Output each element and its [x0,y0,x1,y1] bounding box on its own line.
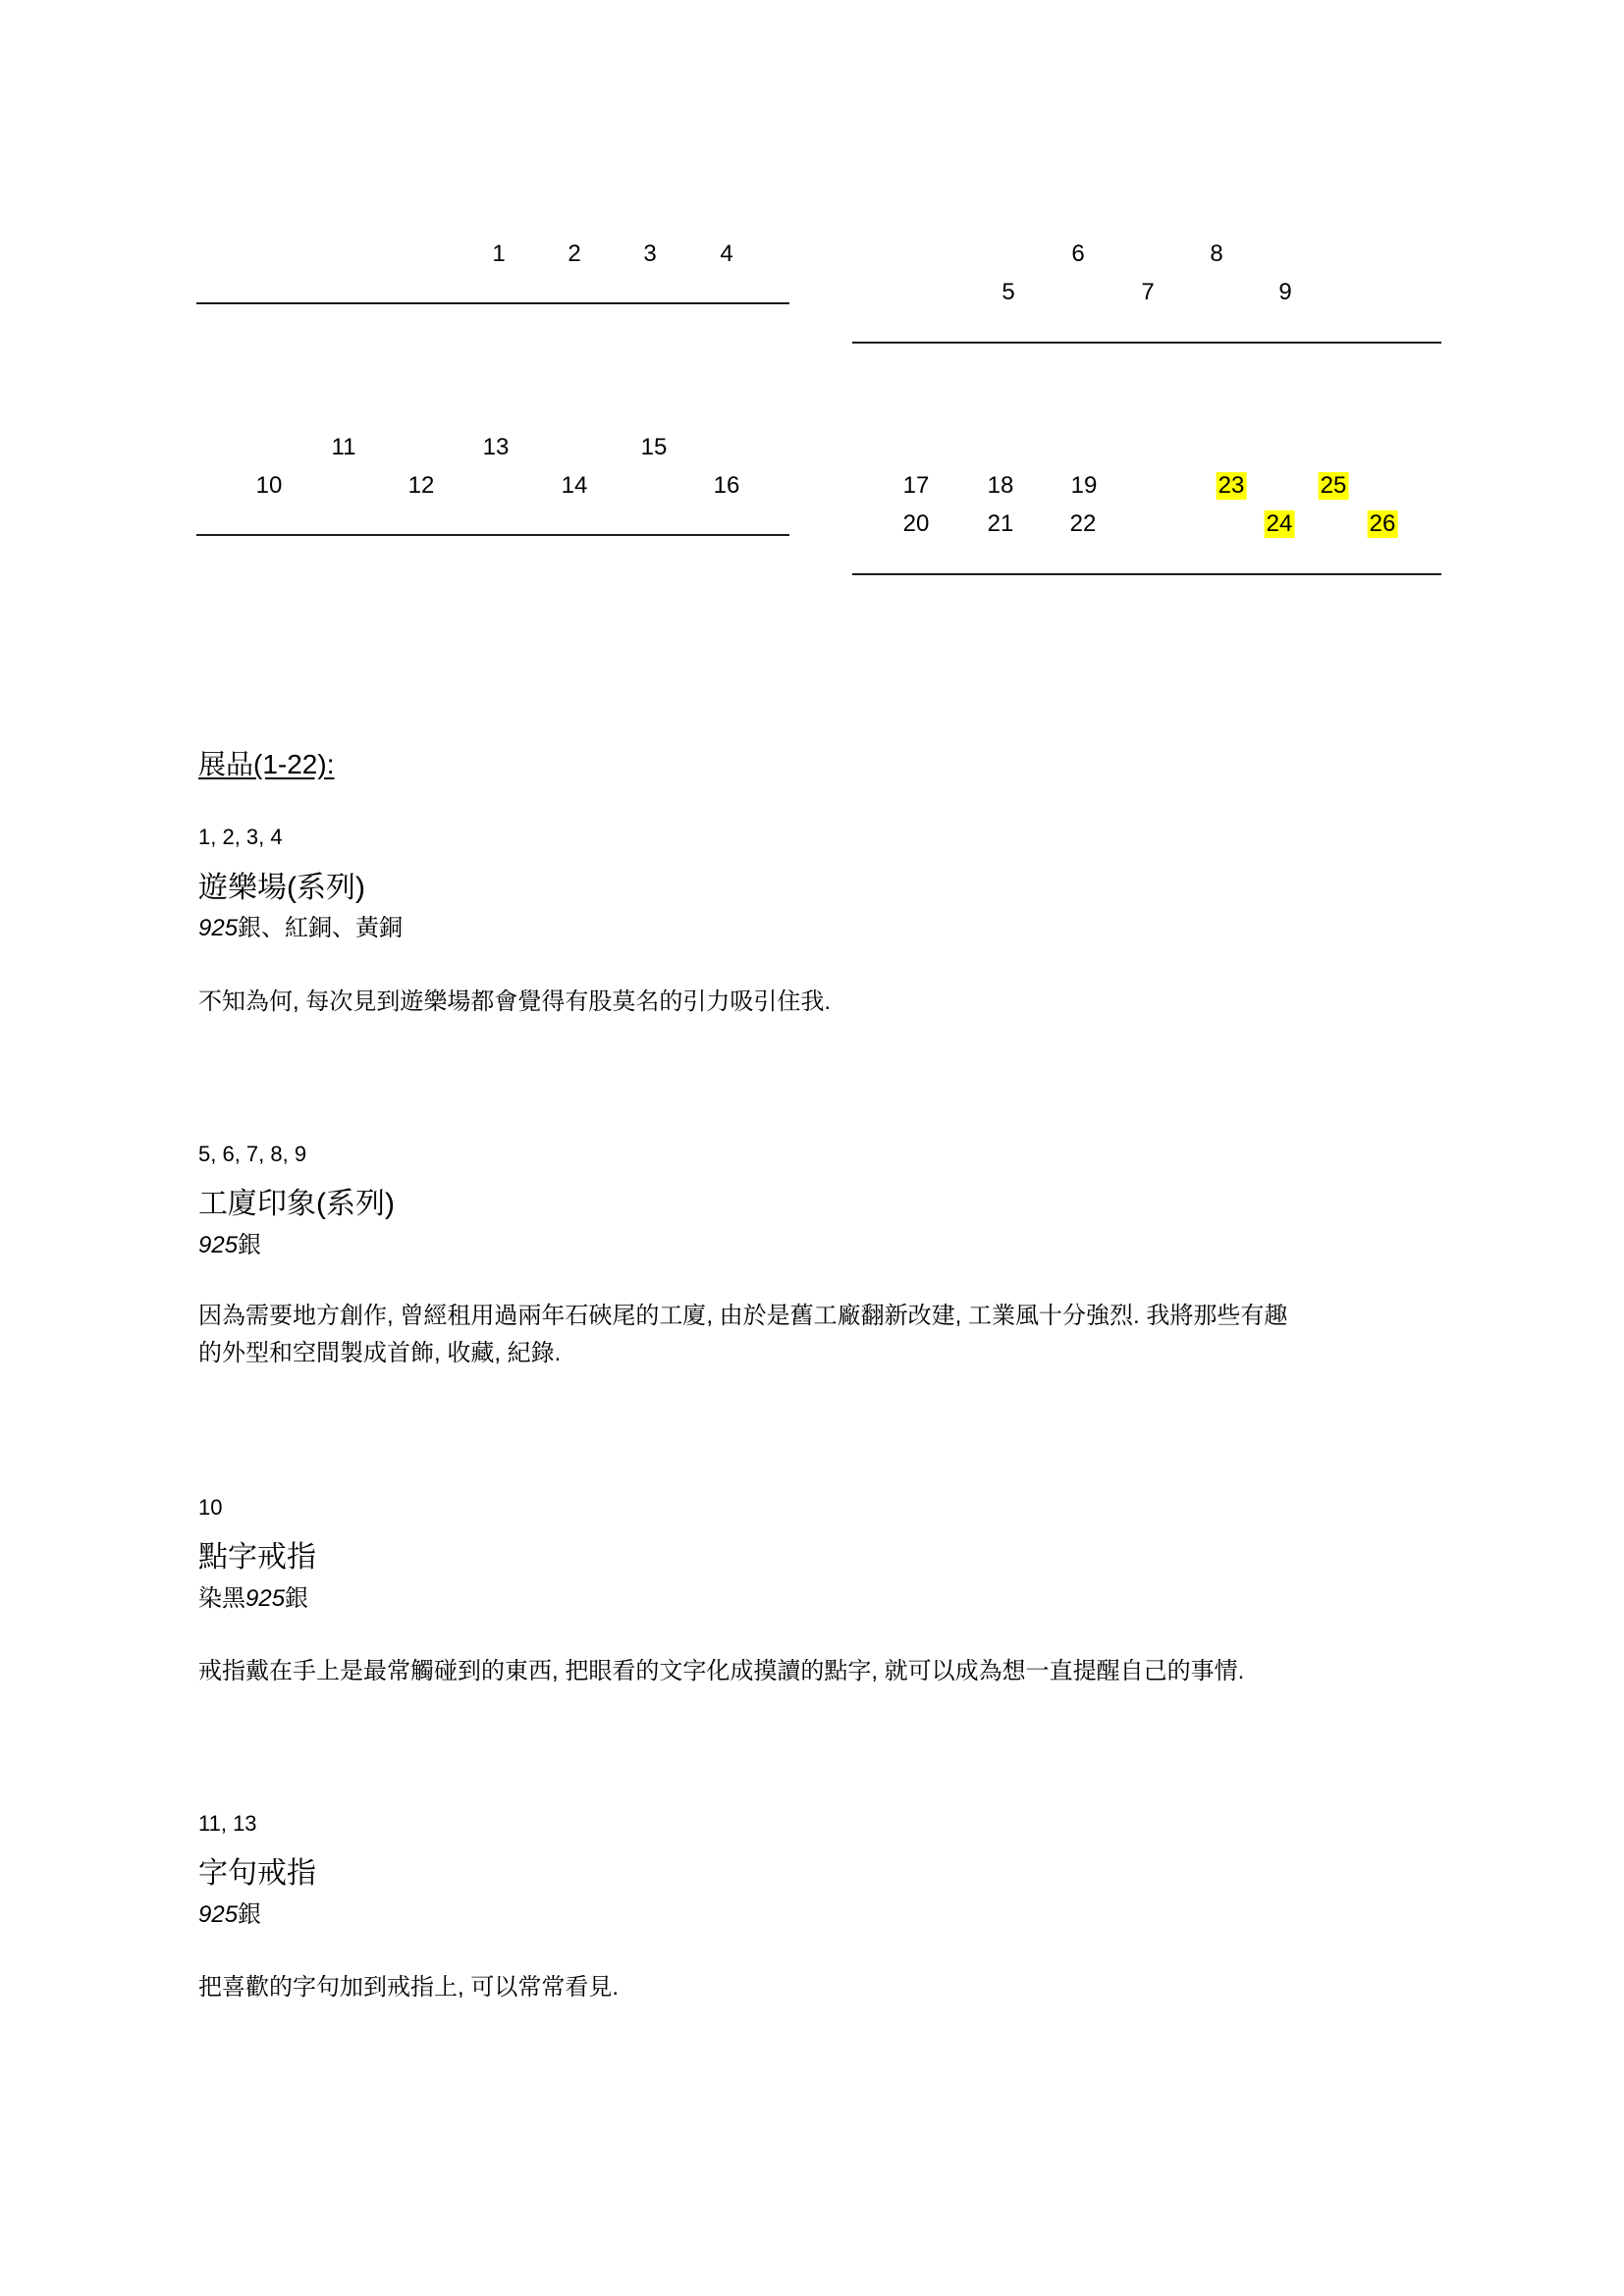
exhibit-title: 字句戒指 [198,1857,316,1890]
position-number: 2 [568,240,581,267]
exhibit-material [198,1225,261,1259]
position-number: 1 [492,240,506,267]
exhibit-numbers: 10 [198,1495,223,1520]
divider-line [196,302,789,304]
exhibit-numbers: 5, 6, 7, 8, 9 [198,1142,307,1166]
position-number: 16 [713,472,740,499]
material-name: 銀 [238,1901,262,1928]
description-line: 的外型和空間製成首飾, 收藏, 紀錄. [198,1340,562,1366]
exhibit-title: 點字戒指 [198,1541,316,1574]
exhibit-material [198,1578,308,1613]
material-grade: 925 [245,1585,286,1612]
position-number: 6 [1071,240,1085,267]
material-grade: 925 [198,1901,239,1928]
position-number: 17 [902,472,930,499]
material-name: 銀 [238,1232,262,1258]
exhibit-description [198,1298,1435,1372]
position-number: 18 [987,472,1014,499]
position-number: 5 [1001,279,1015,305]
position-number: 22 [1069,510,1097,537]
position-number: 4 [720,240,733,267]
position-number: 8 [1210,240,1223,267]
divider-line [196,534,789,536]
material-grade: 925 [198,915,239,941]
position-number: 20 [902,510,930,537]
divider-line [852,573,1441,575]
exhibit-material [198,1895,261,1929]
section-title: 展品(1-22): [198,749,335,779]
material-grade: 925 [198,1232,239,1258]
material-name: 銀、紅銅、黃銅 [238,915,404,941]
position-number: 9 [1278,279,1292,305]
material-treatment: 染黑 [198,1585,245,1612]
description-line: 因為需要地方創作, 曾經租用過兩年石硤尾的工廈, 由於是舊工廠翻新改建, 工業風十分強烈. 我將那些有趣 [198,1303,1288,1329]
exhibit-numbers: 1, 2, 3, 4 [198,825,283,849]
position-number: 14 [561,472,588,499]
position-number: 3 [643,240,657,267]
position-number: 7 [1141,279,1155,305]
exhibit-description: 戒指戴在手上是最常觸碰到的東西, 把眼看的文字化成摸讀的點字, 就可以成為想一直提醒自己的事情. [198,1658,1245,1684]
position-number: 10 [255,472,283,499]
exhibit-material [198,908,403,942]
exhibit-description: 把喜歡的字句加到戒指上, 可以常常看見. [198,1974,620,2001]
position-number: 19 [1070,472,1098,499]
position-number: 15 [640,434,668,460]
highlighted-position-number: 24 [1266,510,1293,537]
position-number: 13 [482,434,510,460]
highlighted-position-number: 23 [1218,472,1245,499]
highlighted-position-number: 26 [1369,510,1396,537]
exhibit-title: 遊樂場(系列) [198,872,365,904]
material-name: 銀 [285,1585,309,1612]
position-number: 21 [987,510,1014,537]
highlighted-position-number: 25 [1320,472,1347,499]
exhibit-title: 工廈印象(系列) [198,1188,395,1220]
divider-line [852,342,1441,344]
exhibit-numbers: 11, 13 [198,1811,257,1836]
position-number: 12 [407,472,435,499]
position-number: 11 [331,434,356,460]
exhibit-description: 不知為何, 每次見到遊樂場都會覺得有股莫名的引力吸引住我. [198,988,832,1015]
